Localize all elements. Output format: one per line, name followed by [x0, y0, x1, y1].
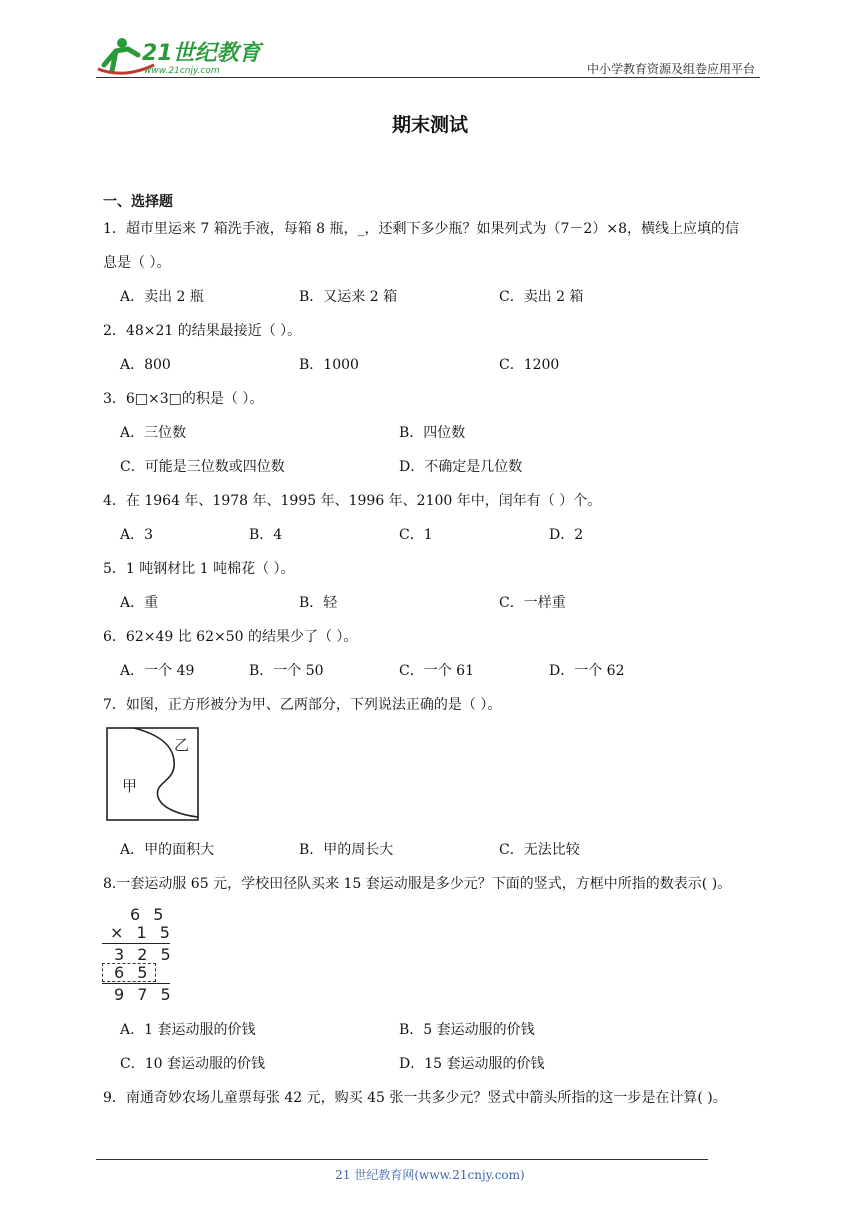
header-slogan: 中小学教育资源及组卷应用平台: [586, 62, 755, 76]
option-c[interactable]: C．一样重: [499, 595, 566, 611]
square-figure: [106, 727, 199, 821]
option-b[interactable]: B．4: [249, 527, 283, 543]
question-2: 2．48×21 的结果最接近（ ）。: [103, 323, 302, 339]
option-b[interactable]: B．轻: [299, 595, 338, 611]
vertical-multiplication: [100, 905, 175, 1003]
vert-row-1: 6 5: [130, 905, 168, 924]
logo: [94, 35, 264, 77]
question-7: 7．如图，正方形被分为甲、乙两部分，下列说法正确的是（ ）。: [103, 697, 502, 713]
page-title: 期末测试: [391, 114, 468, 136]
option-b[interactable]: B．1000: [299, 357, 359, 373]
vert-row-3: 3 2 5: [114, 945, 175, 964]
vert-row-5: 9 7 5: [114, 985, 175, 1004]
logo-runner-icon: [94, 35, 264, 77]
option-c[interactable]: C．一个 61: [399, 663, 474, 679]
logo-text: 21世纪教育: [142, 41, 261, 66]
option-b[interactable]: B．甲的周长大: [299, 842, 394, 858]
question-6: 6．62×49 比 62×50 的结果少了（ ）。: [103, 629, 358, 645]
option-d[interactable]: D．15 套运动服的价钱: [399, 1056, 545, 1072]
option-a[interactable]: A．3: [120, 527, 154, 543]
vert-line-1: [102, 943, 170, 944]
question-1: 1．超市里运来 7 箱洗手液，每箱 8 瓶，_，还剩下多少瓶？如果列式为（7－2）×8，横线上应填的信: [103, 221, 739, 237]
option-a[interactable]: A．1 套运动服的价钱: [120, 1022, 256, 1038]
option-a[interactable]: A．一个 49: [120, 663, 195, 679]
option-c[interactable]: C．10 套运动服的价钱: [120, 1056, 265, 1072]
option-b[interactable]: B．一个 50: [249, 663, 324, 679]
option-c[interactable]: C．1200: [499, 357, 560, 373]
option-c[interactable]: C．无法比较: [499, 842, 580, 858]
section-heading: 一、选择题: [103, 194, 173, 210]
label-jia: 甲: [122, 777, 138, 795]
vert-row-4: 6 5: [114, 963, 152, 982]
option-b[interactable]: B．四位数: [399, 425, 466, 441]
option-c[interactable]: C．卖出 2 箱: [499, 289, 584, 305]
logo-url: www.21cnjy.com: [144, 66, 220, 76]
option-a[interactable]: A．甲的面积大: [120, 842, 215, 858]
question-9: 9．南通奇妙农场儿童票每张 42 元，购买 45 张一共多少元？竖式中箭头所指的这一步是在计算( )。: [103, 1090, 727, 1106]
footer-text: 21 世纪教育网(www.21cnjy.com): [335, 1168, 525, 1182]
option-b[interactable]: B．5 套运动服的价钱: [399, 1022, 535, 1038]
vert-line-2: [102, 983, 170, 984]
option-a[interactable]: A．三位数: [120, 425, 187, 441]
option-a[interactable]: A．卖出 2 瓶: [120, 289, 204, 305]
question-5: 5．1 吨钢材比 1 吨棉花（ ）。: [103, 561, 295, 577]
option-a[interactable]: A．800: [120, 357, 171, 373]
question-1-cont: 息是（ ）。: [103, 255, 171, 271]
option-c[interactable]: C．1: [399, 527, 433, 543]
option-d[interactable]: D．一个 62: [549, 663, 625, 679]
question-4: 4．在 1964 年、1978 年、1995 年、1996 年、2100 年中，闰年有（ ）个。: [103, 493, 602, 509]
vert-row-2: × 1 5: [110, 923, 174, 942]
question-8: 8.一套运动服 65 元，学校田径队买来 15 套运动服是多少元？下面的竖式，方框中所指的数表示( )。: [103, 876, 732, 892]
footer-divider: [96, 1159, 708, 1160]
option-d[interactable]: D．2: [549, 527, 584, 543]
option-c[interactable]: C．可能是三位数或四位数: [120, 459, 285, 475]
header-divider: [96, 77, 760, 78]
label-yi: 乙: [174, 736, 190, 754]
option-b[interactable]: B．又运来 2 箱: [299, 289, 398, 305]
question-3: 3．6□×3□的积是（ ）。: [103, 391, 264, 407]
option-a[interactable]: A．重: [120, 595, 159, 611]
option-d[interactable]: D．不确定是几位数: [399, 459, 523, 475]
